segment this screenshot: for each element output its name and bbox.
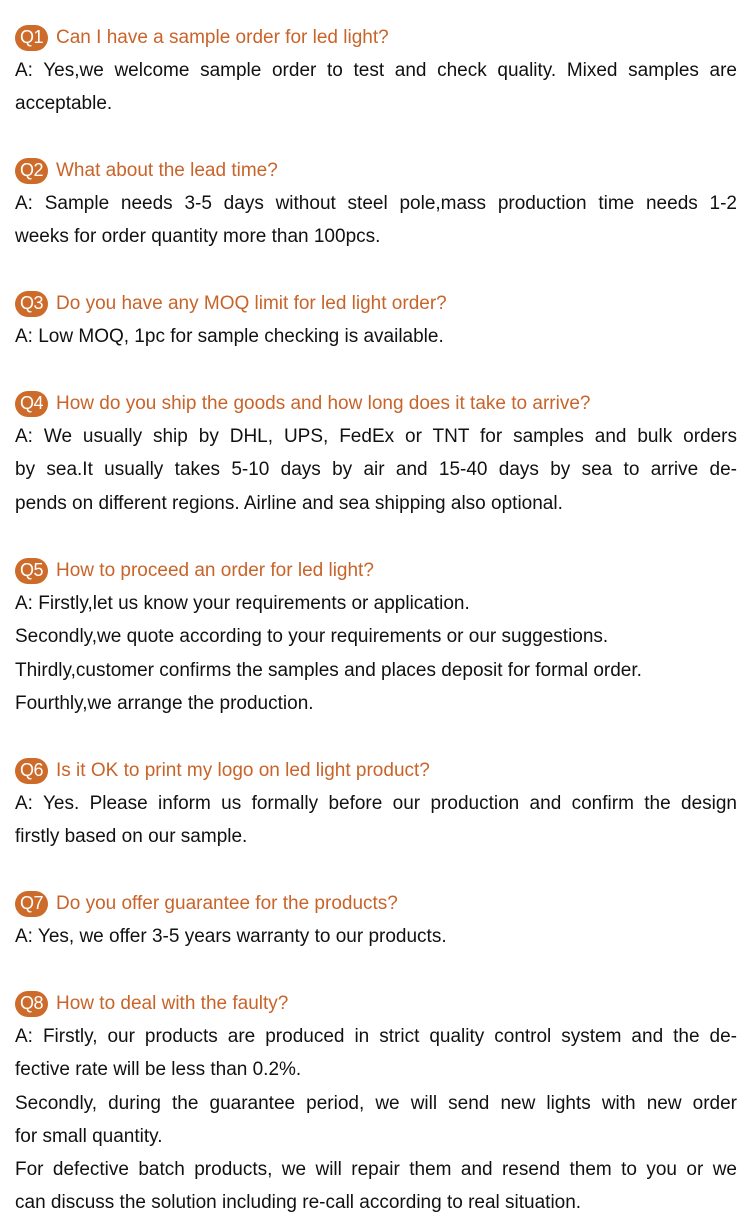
- faq-answer-line: can discuss the solution including re-call according to real situation.: [15, 1192, 582, 1214]
- faq-answer-line: Thirdly,customer confirms the samples and places deposit for formal order.: [15, 659, 642, 681]
- faq-question: Do you have any MOQ limit for led light order?: [56, 292, 447, 314]
- faq-question: What about the lead time?: [56, 159, 278, 181]
- faq-answer-line: pends on different regions. Airline and sea shipping also optional.: [15, 492, 563, 514]
- faq-question-row: [15, 387, 737, 420]
- faq-item-q7: [15, 887, 737, 953]
- question-number-badge: Q3: [15, 291, 48, 317]
- faq-question: Is it OK to print my logo on led light product?: [56, 759, 430, 781]
- faq-answer-line: firstly based on our sample.: [15, 826, 248, 848]
- question-number-badge: Q6: [15, 758, 48, 784]
- question-number-badge: Q2: [15, 158, 48, 184]
- question-number-badge: Q7: [15, 891, 48, 917]
- faq-item-q2: [15, 154, 737, 254]
- faq-answer-line: for small quantity.: [15, 1125, 163, 1147]
- faq-answer-line: A: Yes, we offer 3-5 years warranty to our products.: [15, 926, 447, 947]
- faq-answer-line: A: Sample needs 3-5 days without steel pole,mass production time needs 1-2: [15, 193, 737, 214]
- faq-question-row: [15, 754, 737, 787]
- faq-question-row: [15, 887, 737, 920]
- faq-answer-line: Fourthly,we arrange the production.: [15, 692, 314, 714]
- faq-question-row: [15, 21, 737, 54]
- question-number-badge: Q4: [15, 391, 48, 417]
- faq-item-q3: [15, 287, 737, 353]
- faq-answer-line: by sea.It usually takes 5-10 days by air and 15-40 days by sea to arrive de-: [15, 459, 737, 481]
- faq-answer-line: A: Low MOQ, 1pc for sample checking is available.: [15, 326, 444, 347]
- faq-question: How to deal with the faulty?: [56, 992, 289, 1014]
- faq-item-q6: [15, 754, 737, 854]
- faq-answer-line: A: Firstly, our products are produced in strict quality control system and the de-: [15, 1026, 737, 1047]
- faq-question-row: [15, 154, 737, 187]
- faq-item-q4: [15, 387, 737, 520]
- faq-item-q5: [15, 554, 737, 720]
- faq-answer-line: A: We usually ship by DHL, UPS, FedEx or TNT for samples and bulk orders: [15, 426, 737, 447]
- faq-answer-line: A: Yes,we welcome sample order to test and check quality. Mixed samples are: [15, 60, 737, 81]
- faq-answer-line: For defective batch products, we will repair them and resend them to you or we: [15, 1159, 737, 1181]
- faq-answer-line: A: Yes. Please inform us formally before our production and confirm the design: [15, 793, 737, 814]
- faq-question: How to proceed an order for led light?: [56, 559, 374, 581]
- faq-question: Can I have a sample order for led light?: [56, 26, 389, 48]
- faq-answer-line: acceptable.: [15, 93, 113, 115]
- faq-answer-line: Secondly, during the guarantee period, we will send new lights with new order: [15, 1092, 737, 1114]
- faq-answer-line: weeks for order quantity more than 100pcs.: [15, 226, 381, 248]
- faq-question: Do you offer guarantee for the products?: [56, 892, 398, 914]
- faq-question-row: [15, 287, 737, 320]
- faq-answer-line: Secondly,we quote according to your requirements or our suggestions.: [15, 626, 609, 648]
- faq-answer-line: fective rate will be less than 0.2%.: [15, 1059, 302, 1081]
- question-number-badge: Q8: [15, 991, 48, 1017]
- question-number-badge: Q1: [15, 25, 48, 51]
- faq-question-row: [15, 987, 737, 1020]
- faq-question: How do you ship the goods and how long does it take to arrive?: [56, 392, 591, 414]
- faq-item-q8: [15, 987, 737, 1220]
- faq-answer-line: A: Firstly,let us know your requirements or application.: [15, 593, 470, 614]
- faq-item-q1: [15, 21, 737, 121]
- faq-question-row: [15, 554, 737, 587]
- question-number-badge: Q5: [15, 558, 48, 584]
